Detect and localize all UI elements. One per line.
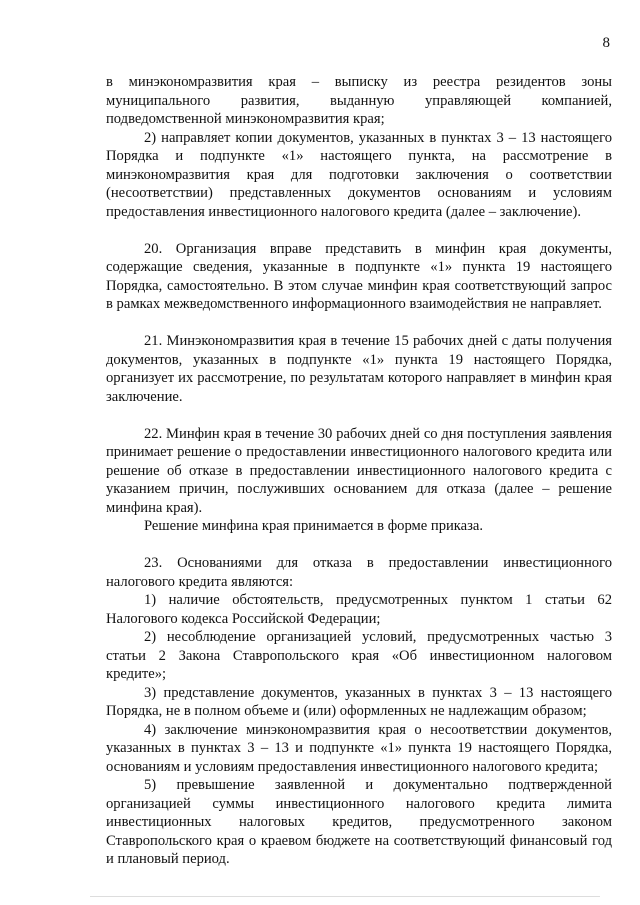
paragraph: 1) наличие обстоятельств, предусмотренных пунктом 1 статьи 62 Налогового кодекса Российской Федерации; — [106, 592, 612, 627]
paragraph: 22. Минфин края в течение 30 рабочих дней со дня поступления заявления принимает решение о предоставлении инвестиционного налогового кредита или решение об отказе в предоставлении инвестиционного налогового кредита с указанием причин, послуживших основанием для отказа (далее – решение минфина края). — [106, 425, 612, 516]
document-body — [106, 73, 612, 869]
paragraph: 21. Минэкономразвития края в течение 15 рабочих дней с даты получения документов, указанных в подпункте «1» пункта 19 настоящего Порядка, организует их рассмотрение, по результатам которого направляет в минфин края заключение. — [106, 333, 612, 405]
paragraph: 5) превышение заявленной и документально подтвержденной организацией суммы инвестиционного налогового кредита лимита инвестиционных налоговых кредитов, предусмотренного законом Ставропольского края о краевом бюджете на соответствующий финансовый год и плановый период. — [106, 777, 612, 867]
paragraph: 23. Основаниями для отказа в предоставлении инвестиционного налогового кредита являются: — [106, 555, 612, 590]
paragraph: 2) несоблюдение организацией условий, предусмотренных частью 3 статьи 2 Закона Ставропольского края «Об инвестиционном налоговом кредите»; — [106, 629, 612, 682]
bottom-edge-line — [90, 896, 600, 897]
page-number: 8 — [602, 35, 610, 51]
paragraph: 4) заключение минэкономразвития края о несоответствии документов, указанных в пунктах 3 – 13 и подпункте «1» пункта 19 настоящего Порядка, основаниям и условиям предоставления инвестиционного налогового кредита; — [106, 721, 612, 775]
paragraph: Решение минфина края принимается в форме приказа. — [144, 518, 484, 534]
paragraph: 2) направляет копии документов, указанных в пунктах 3 – 13 настоящего Порядка и подпункте «1» настоящего пункта, на рассмотрение в минэкономразвития края для подготовки заключения о соответствии (несоответствии) представленных документов основаниям и условиям предоставления инвестиционного налогового кредита (далее – заключение). — [106, 129, 612, 220]
paragraph: 3) представление документов, указанных в пунктах 3 – 13 настоящего Порядка, не в полном объеме и (или) оформленных не надлежащим образом; — [106, 684, 612, 719]
paragraph: в минэкономразвития края – выписку из реестра резидентов зоны муниципального развития, выданную управляющей компанией, подведомственной минэкономразвития края; — [106, 74, 612, 127]
paragraph: 20. Организация вправе представить в минфин края документы, содержащие сведения, указанные в подпункте «1» пункта 19 настоящего Порядка, самостоятельно. В этом случае минфин края соответствующий запрос в рамках межведомственного информационного взаимодействия не направляет. — [106, 240, 612, 312]
